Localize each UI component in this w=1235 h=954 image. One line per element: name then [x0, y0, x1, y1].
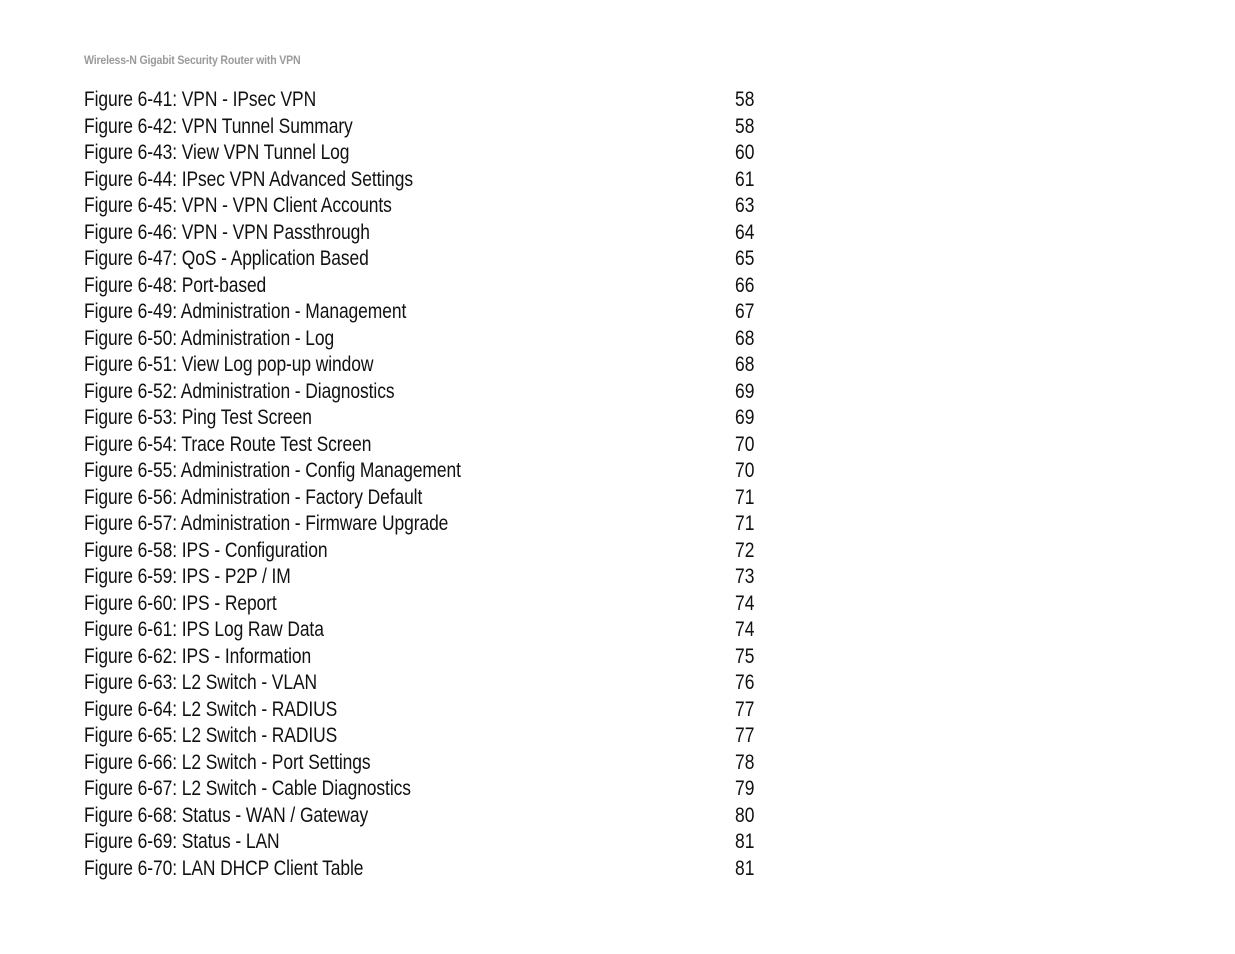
- toc-entry[interactable]: [84, 193, 784, 220]
- toc-entry-label: Figure 6-48: Port-based: [84, 273, 267, 297]
- toc-entry-page: 69: [735, 406, 755, 429]
- toc-entry[interactable]: [84, 670, 784, 697]
- toc-entry-page: 80: [735, 803, 755, 827]
- toc-entry[interactable]: [84, 564, 784, 591]
- toc-entry-page: 75: [735, 644, 755, 668]
- toc-entry-label: Figure 6-43: View VPN Tunnel Log: [84, 141, 350, 164]
- toc-entry[interactable]: [84, 697, 784, 724]
- toc-entry-label: Figure 6-56: Administration - Factory Default: [84, 485, 423, 509]
- toc-entry-page: 68: [735, 353, 755, 376]
- toc-entry-label: Figure 6-52: Administration - Diagnostics: [84, 379, 395, 403]
- toc-entry[interactable]: [84, 87, 784, 114]
- toc-entry-page: 71: [735, 485, 755, 509]
- toc-entry-label: Figure 6-60: IPS - Report: [84, 591, 277, 615]
- toc-entry[interactable]: [84, 458, 784, 485]
- toc-entry-label: Figure 6-51: View Log pop-up window: [84, 353, 374, 376]
- toc-entry-page: 61: [735, 167, 755, 191]
- list-of-figures: [84, 87, 784, 882]
- toc-entry-page: 74: [735, 618, 755, 641]
- toc-entry-page: 74: [735, 591, 755, 615]
- toc-entry-label: Figure 6-50: Administration - Log: [84, 326, 335, 350]
- toc-entry-label: Figure 6-45: VPN - VPN Client Accounts: [84, 194, 392, 217]
- toc-entry-label: Figure 6-58: IPS - Configuration: [84, 538, 328, 562]
- toc-entry[interactable]: [84, 776, 784, 803]
- toc-entry-page: 73: [735, 565, 755, 588]
- toc-entry[interactable]: [84, 591, 784, 618]
- toc-entry-page: 78: [735, 750, 755, 774]
- toc-entry[interactable]: [84, 432, 784, 459]
- toc-entry-label: Figure 6-46: VPN - VPN Passthrough: [84, 220, 370, 244]
- toc-entry[interactable]: [84, 352, 784, 379]
- toc-entry[interactable]: [84, 167, 784, 194]
- toc-entry-page: 67: [735, 300, 755, 323]
- toc-entry-page: 58: [735, 88, 755, 111]
- toc-entry-page: 72: [735, 538, 755, 562]
- toc-entry-page: 66: [735, 273, 755, 297]
- toc-entry-label: Figure 6-70: LAN DHCP Client Table: [84, 856, 364, 880]
- toc-entry[interactable]: [84, 220, 784, 247]
- toc-entry[interactable]: [84, 644, 784, 671]
- toc-entry-label: Figure 6-55: Administration - Config Management: [84, 459, 461, 482]
- toc-entry-label: Figure 6-62: IPS - Information: [84, 644, 312, 668]
- toc-entry-label: Figure 6-61: IPS Log Raw Data: [84, 618, 324, 641]
- toc-entry[interactable]: [84, 829, 784, 856]
- toc-entry-label: Figure 6-64: L2 Switch - RADIUS: [84, 697, 338, 721]
- toc-entry-page: 65: [735, 247, 755, 270]
- toc-entry-page: 63: [735, 194, 755, 217]
- toc-entry-label: Figure 6-57: Administration - Firmware Upgrade: [84, 512, 449, 535]
- toc-entry[interactable]: [84, 140, 784, 167]
- toc-entry-page: 79: [735, 777, 755, 800]
- toc-entry[interactable]: [84, 299, 784, 326]
- toc-entry-page: 69: [735, 379, 755, 403]
- toc-entry-page: 70: [735, 459, 755, 482]
- toc-entry[interactable]: [84, 114, 784, 141]
- toc-entry-label: Figure 6-41: VPN - IPsec VPN: [84, 88, 317, 111]
- toc-entry[interactable]: [84, 750, 784, 777]
- toc-entry-page: 77: [735, 724, 755, 747]
- toc-entry-label: Figure 6-66: L2 Switch - Port Settings: [84, 750, 371, 774]
- toc-entry[interactable]: [84, 273, 784, 300]
- toc-entry-label: Figure 6-63: L2 Switch - VLAN: [84, 671, 318, 694]
- toc-entry[interactable]: [84, 511, 784, 538]
- toc-entry-label: Figure 6-65: L2 Switch - RADIUS: [84, 724, 338, 747]
- toc-entry[interactable]: [84, 803, 784, 830]
- toc-entry-label: Figure 6-59: IPS - P2P / IM: [84, 565, 291, 588]
- toc-entry-label: Figure 6-54: Trace Route Test Screen: [84, 432, 372, 456]
- toc-entry[interactable]: [84, 326, 784, 353]
- toc-entry-page: 71: [735, 512, 755, 535]
- toc-entry-page: 60: [735, 141, 755, 164]
- toc-entry[interactable]: [84, 856, 784, 883]
- toc-entry[interactable]: [84, 379, 784, 406]
- toc-entry-label: Figure 6-67: L2 Switch - Cable Diagnostics: [84, 777, 411, 800]
- toc-entry-page: 81: [735, 856, 755, 880]
- toc-entry-label: Figure 6-68: Status - WAN / Gateway: [84, 803, 369, 827]
- toc-entry-page: 81: [735, 830, 755, 853]
- toc-entry-page: 58: [735, 114, 755, 138]
- toc-entry[interactable]: [84, 538, 784, 565]
- toc-entry-label: Figure 6-44: IPsec VPN Advanced Settings: [84, 167, 414, 191]
- toc-entry[interactable]: [84, 246, 784, 273]
- toc-entry[interactable]: [84, 617, 784, 644]
- toc-entry-label: Figure 6-49: Administration - Management: [84, 300, 407, 323]
- running-header: Wireless-N Gigabit Security Router with VPN: [84, 53, 301, 67]
- toc-entry[interactable]: [84, 723, 784, 750]
- toc-entry-page: 68: [735, 326, 755, 350]
- toc-entry-page: 70: [735, 432, 755, 456]
- toc-entry-label: Figure 6-47: QoS - Application Based: [84, 247, 369, 270]
- toc-entry[interactable]: [84, 485, 784, 512]
- toc-entry-label: Figure 6-53: Ping Test Screen: [84, 406, 312, 429]
- toc-entry-page: 64: [735, 220, 755, 244]
- toc-entry-label: Figure 6-69: Status - LAN: [84, 830, 280, 853]
- toc-entry-page: 77: [735, 697, 755, 721]
- toc-entry-label: Figure 6-42: VPN Tunnel Summary: [84, 114, 353, 138]
- toc-entry-page: 76: [735, 671, 755, 694]
- toc-entry[interactable]: [84, 405, 784, 432]
